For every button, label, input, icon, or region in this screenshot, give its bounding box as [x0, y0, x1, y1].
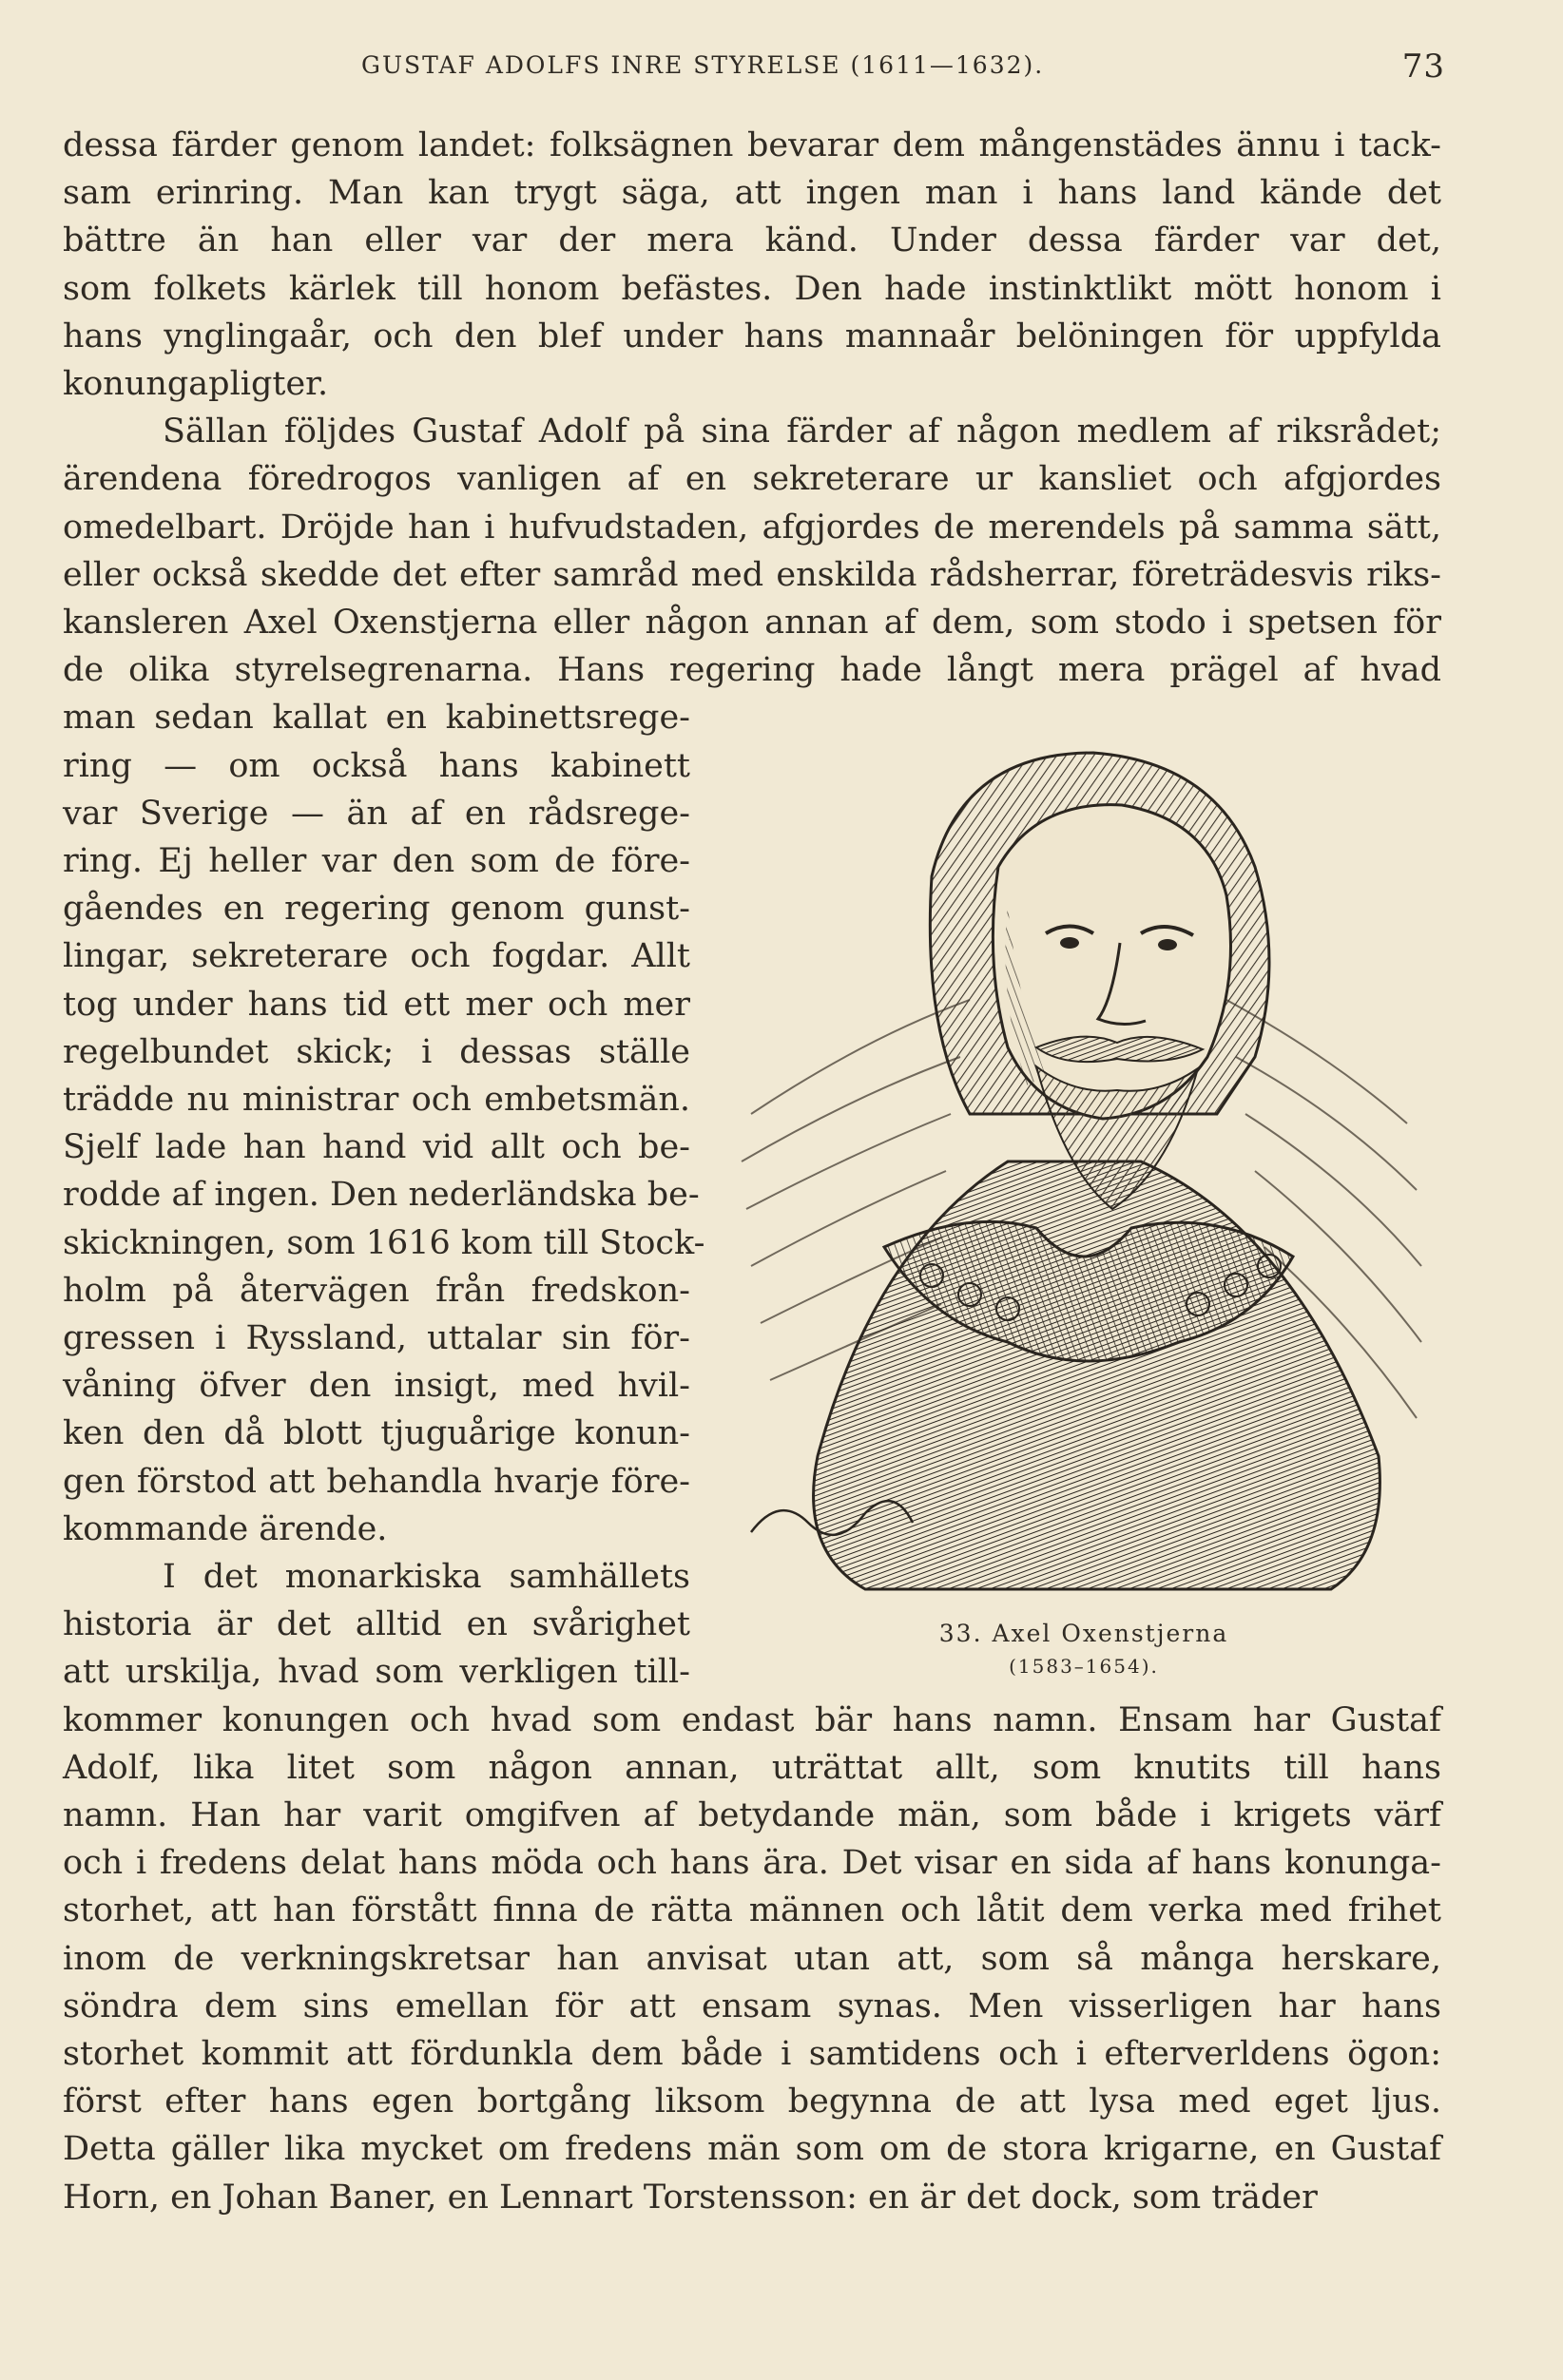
text-line: rodde af ingen. Den nederländska be- — [63, 1176, 700, 1214]
text-line: storhet kommit att fördunkla dem både i samtidens och i efterverldens ögon: — [63, 2035, 1441, 2073]
text-line: I det monarkiska samhällets — [163, 1558, 690, 1596]
text-line: Sällan följdes Gustaf Adolf på sina färder af någon medlem af riksrådet; — [163, 413, 1441, 451]
portrait-engraving — [723, 715, 1445, 1608]
text-line: tog under hans tid ett mer och mer — [63, 986, 690, 1024]
text-line: var Sverige — än af en rådsrege- — [63, 795, 690, 833]
text-line: kommer konungen och hvad som endast bär hans namn. Ensam har Gustaf — [63, 1701, 1441, 1739]
text-line: de olika styrelsegrenarna. Hans regering hade långt mera prägel af hvad — [63, 651, 1441, 689]
text-line: bättre än han eller var der mera känd. Under dessa färder var det, — [63, 221, 1441, 259]
text-line: ärendena föredrogos vanligen af en sekreterare ur kansliet och afgjordes — [63, 460, 1441, 498]
text-line: och i fredens delat hans möda och hans ära. Det visar en sida af hans konunga- — [63, 1844, 1441, 1882]
text-line: dessa färder genom landet: folksägnen bevarar dem mångenstädes ännu i tack- — [63, 126, 1441, 164]
portrait-image — [723, 715, 1445, 1608]
caption-title: 33. Axel Oxenstjerna — [938, 1620, 1229, 1647]
figure-caption — [856, 1618, 1312, 1682]
text-line: gressen i Ryssland, uttalar sin för- — [63, 1319, 690, 1357]
running-title: GUSTAF ADOLFS INRE STYRELSE (1611—1632). — [361, 51, 1045, 79]
text-line: gen förstod att behandla hvarje före- — [63, 1463, 690, 1501]
text-line: storhet, att han förstått finna de rätta männen och låtit dem verka med frihet — [63, 1891, 1441, 1929]
text-line: Adolf, lika litet som någon annan, uträttat allt, som knutits till hans — [63, 1749, 1441, 1787]
text-line: våning öfver den insigt, med hvil- — [63, 1367, 690, 1405]
text-line: sam erinring. Man kan trygt säga, att ingen man i hans land kände det — [63, 174, 1441, 212]
text-line: söndra dem sins emellan för att ensam synas. Men visserligen har hans — [63, 1987, 1441, 2025]
text-line: regelbundet skick; i dessas ställe — [63, 1033, 690, 1071]
caption-dates: (1583–1654). — [1009, 1655, 1159, 1678]
text-line: man sedan kallat en kabinettsrege- — [63, 699, 690, 737]
text-line: att urskilja, hvad som verkligen till- — [63, 1653, 690, 1691]
text-line: hans ynglingaår, och den blef under hans mannaår belöningen för uppfylda — [63, 317, 1441, 355]
text-line: eller också skedde det efter samråd med enskilda rådsherrar, företrädesvis riks- — [63, 556, 1441, 594]
text-line: lingar, sekreterare och fogdar. Allt — [63, 937, 690, 975]
text-line: Sjelf lade han hand vid allt och be- — [63, 1128, 690, 1166]
text-line: kommande ärende. — [63, 1510, 388, 1548]
text-line: kansleren Axel Oxenstjerna eller någon annan af dem, som stodo i spetsen för — [63, 604, 1441, 642]
text-line: holm på återvägen från fredskon- — [63, 1272, 690, 1310]
text-line: trädde nu ministrar och embetsmän. — [63, 1081, 690, 1119]
text-line: Horn, en Johan Baner, en Lennart Torstensson: en är det dock, som träder — [63, 2178, 1318, 2217]
text-line: Detta gäller lika mycket om fredens män som om de stora krigarne, en Gustaf — [63, 2130, 1441, 2168]
text-line: ken den då blott tjuguårige konun- — [63, 1414, 690, 1452]
text-line: ring. Ej heller var den som de före- — [63, 842, 690, 880]
text-line: ring — om också hans kabinett — [63, 747, 690, 785]
text-line: namn. Han har varit omgifven af betydande män, som både i krigets värf — [63, 1796, 1441, 1834]
text-line: omedelbart. Dröjde han i hufvudstaden, afgjordes de merendels på samma sätt, — [63, 509, 1441, 547]
text-line: skickningen, som 1616 kom till Stock- — [63, 1224, 705, 1262]
text-line: gåendes en regering genom gunst- — [63, 890, 690, 928]
page-number: 73 — [1401, 48, 1445, 86]
text-line: som folkets kärlek till honom befästes. Den hade instinktlikt mött honom i — [63, 270, 1441, 308]
text-line: historia är det alltid en svårighet — [63, 1605, 690, 1643]
text-line: inom de verkningskretsar han anvisat utan att, som så många herskare, — [63, 1940, 1441, 1978]
text-line: konungapligter. — [63, 365, 329, 403]
text-line: först efter hans egen bortgång liksom begynna de att lysa med eget ljus. — [63, 2082, 1441, 2121]
